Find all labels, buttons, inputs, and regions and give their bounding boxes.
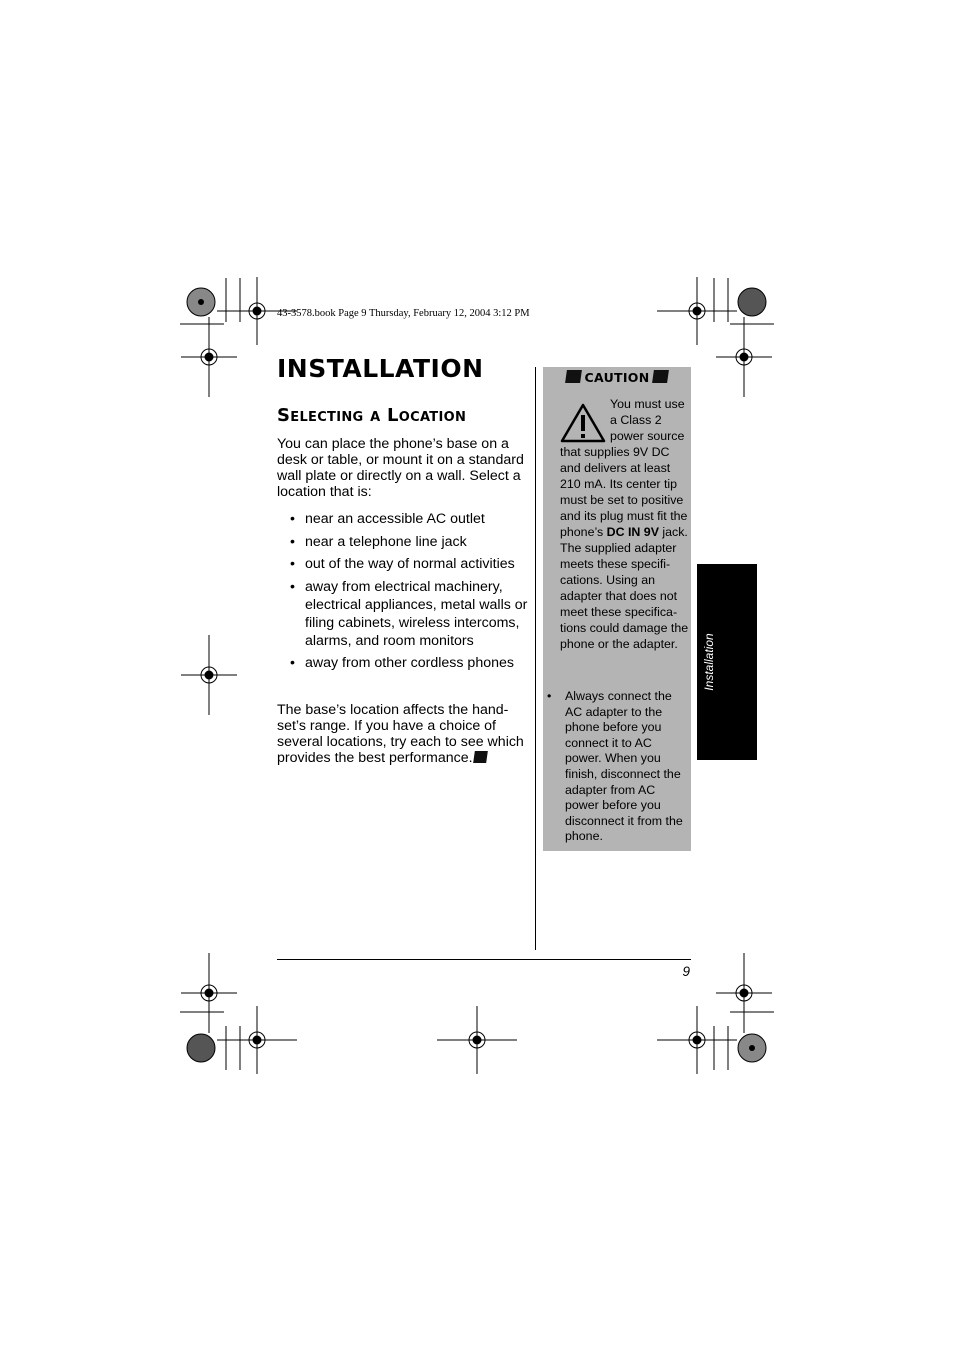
note-end-icon	[473, 751, 488, 763]
side-tab-label	[697, 564, 721, 760]
caution-text-before: You must use a Class 2 power source that supplies 9V DC and delivers at least 210 mA. Its center tip must be set to positive and its plug must fit the phone’s	[560, 397, 688, 539]
caution-bullet	[547, 689, 689, 845]
list-item: • near an accessible AC outlet	[290, 510, 530, 528]
caution-text	[560, 396, 690, 652]
list-item: • away from electrical machinery, electrical appliances, metal walls or filing cabinets, wireless intercoms, alarms, and room monitors	[290, 578, 530, 650]
closing-paragraph	[277, 702, 529, 766]
page-number: 9	[682, 964, 690, 979]
section-title: Selecting a Location	[277, 405, 467, 426]
note-icon	[653, 370, 670, 383]
icon-spacer	[560, 396, 610, 444]
jack-label: DC IN 9V	[606, 525, 659, 539]
closing-text: The base’s location affects the hand-set’s range. If you have a choice of several locations, try each to see which provides the best performance.	[277, 702, 524, 766]
caution-text-after: jack. The supplied adapter meets these specifi-cations. Using an adapter that does not meet these specifica-tions could damage the phone or the adapter.	[560, 525, 689, 651]
caution-heading	[543, 370, 691, 385]
list-item: • near a telephone line jack	[290, 533, 530, 551]
list-item: • out of the way of normal activities	[290, 555, 530, 573]
footer-rule	[277, 959, 691, 960]
column-divider	[535, 367, 536, 950]
caution-heading-label: CAUTION	[584, 370, 650, 385]
bullet-marker: •	[547, 689, 552, 703]
list-item: • away from other cordless phones	[290, 654, 530, 672]
location-list	[290, 510, 530, 677]
caution-bullet-text: Always connect the AC adapter to the phone before you connect it to AC power. When you finish, disconnect the adapter from AC power before you disconnect it from the phone.	[565, 689, 683, 844]
file-info-header: 43-3578.book Page 9 Thursday, February 12, 2004 3:12 PM	[277, 308, 530, 319]
side-tab-text: Installation	[702, 633, 716, 691]
page-title: INSTALLATION	[277, 354, 484, 383]
note-icon	[565, 370, 582, 383]
intro-paragraph: You can place the phone’s base on a desk or table, or mount it on a standard wall plate or directly on a wall. Select a location that is:	[277, 436, 524, 500]
